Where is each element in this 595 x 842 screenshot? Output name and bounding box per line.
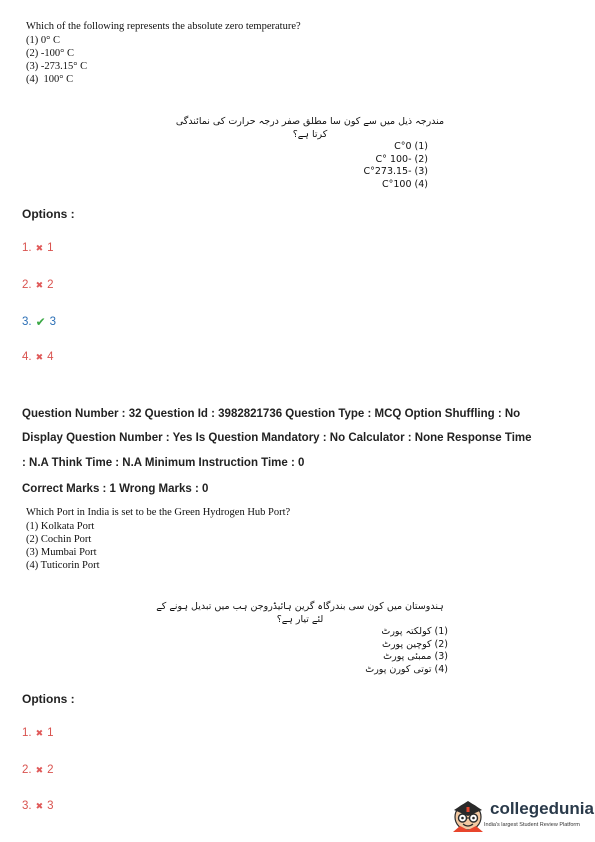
mascot-icon	[448, 796, 488, 836]
question-2-urdu-option-4: (4) توتی کورن پورٹ	[365, 663, 448, 675]
option-value: 4	[47, 351, 54, 363]
cross-icon: ✖	[35, 764, 44, 775]
question-1-answer-option-2[interactable]	[22, 279, 54, 291]
question-2-option-4: (4) Tuticorin Port	[26, 560, 100, 571]
cross-icon: ✖	[35, 351, 44, 362]
question-1-english	[26, 20, 301, 86]
brand-name: collegedunia	[490, 799, 594, 818]
question-1-option-3: (3) -273.15° C	[26, 61, 88, 72]
option-number: 1.	[22, 727, 32, 739]
question-2-meta-line-2: Display Question Number : Yes Is Question Mandatory : No Calculator : None Response Time	[22, 432, 532, 444]
question-2-answer-option-1[interactable]	[22, 727, 54, 739]
option-value: 2	[47, 764, 54, 776]
question-2-option-1: (1) Kolkata Port	[26, 521, 95, 532]
check-icon: ✔	[35, 315, 46, 329]
question-2-urdu-option-2: (2) کوچین پورٹ	[382, 638, 448, 650]
collegedunia-logo	[448, 796, 595, 836]
option-value: 1	[47, 242, 54, 254]
question-1-option-4: (4) 100° C	[26, 74, 74, 85]
question-2-marks: Correct Marks : 1 Wrong Marks : 0	[22, 483, 209, 495]
question-1-urdu-option-1: C°0 (1)	[394, 141, 428, 152]
question-1-text: Which of the following represents the absolute zero temperature?	[26, 21, 301, 32]
question-2-options-heading: Options :	[22, 692, 75, 706]
question-2-urdu-option-1: (1) کولکتہ پورٹ	[381, 626, 448, 637]
question-2-meta-line-3: : N.A Think Time : N.A Minimum Instruction Time : 0	[22, 457, 305, 469]
question-2-urdu-option-3: (3) ممبئی پورٹ	[383, 651, 448, 662]
question-1-options-heading: Options :	[22, 207, 75, 221]
option-number: 3.	[22, 800, 32, 812]
question-2-answer-option-2[interactable]	[22, 764, 54, 776]
question-1-answer-option-3[interactable]	[22, 315, 56, 329]
option-number: 2.	[22, 764, 32, 776]
question-1-option-2: (2) -100° C	[26, 48, 74, 59]
cross-icon: ✖	[35, 242, 44, 253]
question-2-text: Which Port in India is set to be the Green Hydrogen Hub Port?	[26, 507, 291, 518]
question-2-answer-option-3[interactable]	[22, 800, 54, 812]
question-1-answer-option-1[interactable]	[22, 242, 54, 254]
question-1-answer-option-4[interactable]	[22, 351, 54, 363]
question-2-urdu-block	[150, 601, 450, 676]
question-2-option-3: (3) Mumbai Port	[26, 547, 97, 558]
option-value: 3	[47, 800, 54, 812]
question-2-option-2: (2) Cochin Port	[26, 534, 92, 545]
question-1-urdu-option-2: C° 100- (2)	[375, 153, 428, 165]
option-number: 3.	[22, 316, 32, 328]
cross-icon: ✖	[35, 279, 44, 290]
brand-tagline: India's largest Student Review Platform	[484, 822, 580, 828]
cross-icon: ✖	[35, 800, 44, 811]
question-2-urdu-text: ہندوستان میں کون سی بندرگاہ گرین ہائیڈروجن ہب میں تبدیل ہونے کے لئے تیار ہے؟	[156, 601, 444, 625]
question-2-english	[26, 506, 290, 572]
question-2-meta-line-1: Question Number : 32 Question Id : 3982821736 Question Type : MCQ Option Shuffling : No	[22, 408, 521, 420]
question-1-urdu-block	[170, 116, 450, 191]
cross-icon: ✖	[35, 727, 44, 738]
question-1-urdu-text: مندرجہ ذیل میں سے کون سا مطلق صفر درجہ حرارت کی نمائندگی کرتا ہے؟	[175, 116, 445, 140]
option-number: 2.	[22, 279, 32, 291]
question-1-option-1: (1) 0° C	[26, 35, 60, 46]
option-value: 3	[49, 316, 57, 328]
question-1-urdu-option-4: C°100 (4)	[382, 178, 428, 190]
option-value: 1	[47, 727, 54, 739]
option-value: 2	[47, 279, 54, 291]
option-number: 1.	[22, 242, 32, 254]
option-number: 4.	[22, 351, 32, 363]
question-1-urdu-option-3: C°273.15- (3)	[363, 166, 428, 177]
